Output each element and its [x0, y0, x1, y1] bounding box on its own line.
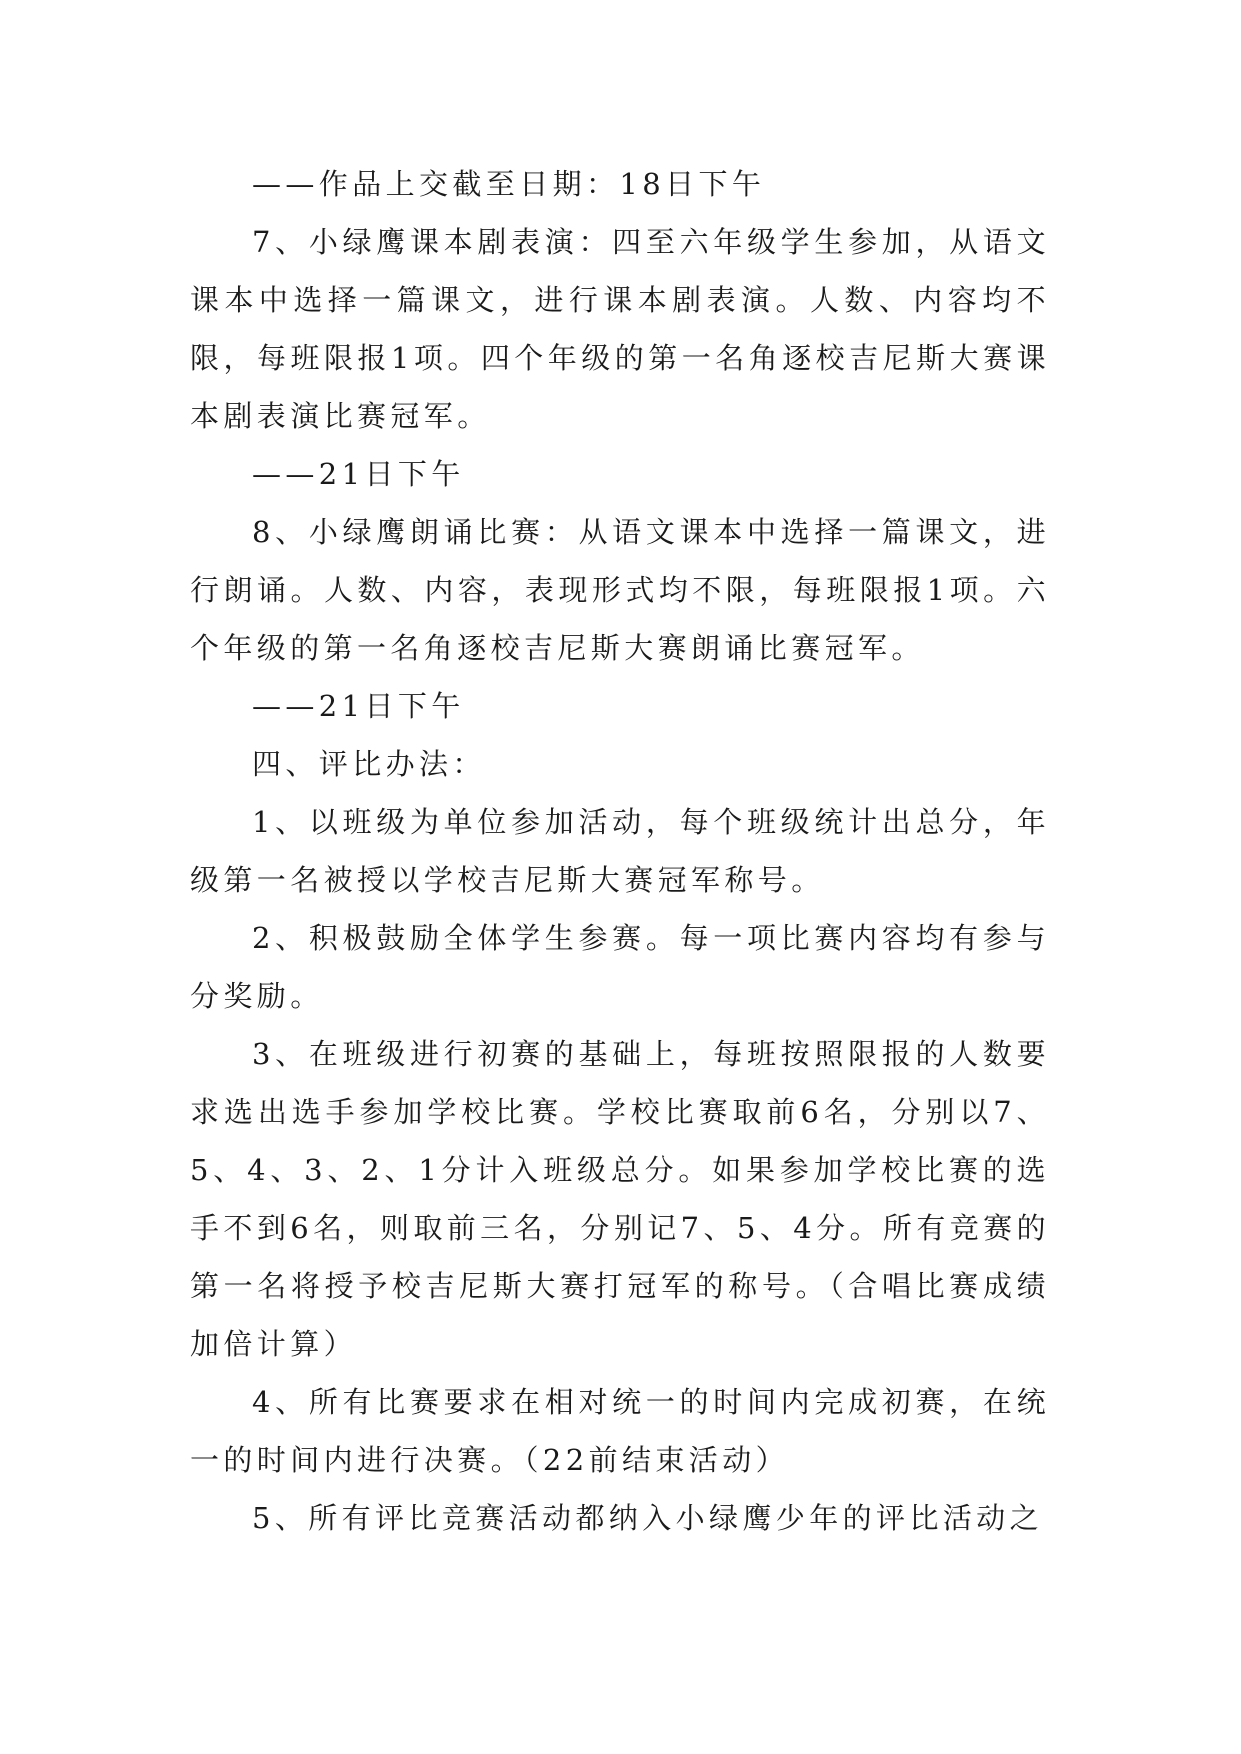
item-7-textbook-drama: 7、小绿鹰课本剧表演：四至六年级学生参加，从语文课本中选择一篇课文，进行课本剧表演。人数、内容均不限，每班限报1项。四个年级的第一名角逐校吉尼斯大赛课本剧表演比赛冠军。	[190, 225, 1050, 433]
section-heading-evaluation: 四、评比办法：	[252, 747, 486, 781]
rule-3: 3、在班级进行初赛的基础上，每班按照限报的人数要求选出选手参加学校比赛。学校比赛取前6名，分别以7、5、4、3、2、1分计入班级总分。如果参加学校比赛的选手不到6名，则取前三名，分别记7、5、4分。所有竞赛的第一名将授予校吉尼斯大赛打冠军的称号。（合唱比赛成绩加倍计算）	[190, 1037, 1050, 1361]
time-note-recitation: ——21日下午	[252, 689, 465, 723]
item-8-recitation: 8、小绿鹰朗诵比赛：从语文课本中选择一篇课文，进行朗诵。人数、内容，表现形式均不限，每班限报1项。六个年级的第一名角逐校吉尼斯大赛朗诵比赛冠军。	[190, 515, 1050, 665]
document-body	[190, 155, 1050, 1547]
time-note-drama: ——21日下午	[252, 457, 465, 491]
rule-2: 2、积极鼓励全体学生参赛。每一项比赛内容均有参与分奖励。	[190, 921, 1050, 1013]
deadline-note: ——作品上交截至日期：18日下午	[252, 167, 766, 201]
rule-4: 4、所有比赛要求在相对统一的时间内完成初赛，在统一的时间内进行决赛。（22前结束活动）	[190, 1385, 1050, 1477]
rule-5: 5、所有评比竞赛活动都纳入小绿鹰少年的评比活动之	[252, 1501, 1044, 1535]
rule-1: 1、以班级为单位参加活动，每个班级统计出总分，年级第一名被授以学校吉尼斯大赛冠军称号。	[190, 805, 1050, 897]
